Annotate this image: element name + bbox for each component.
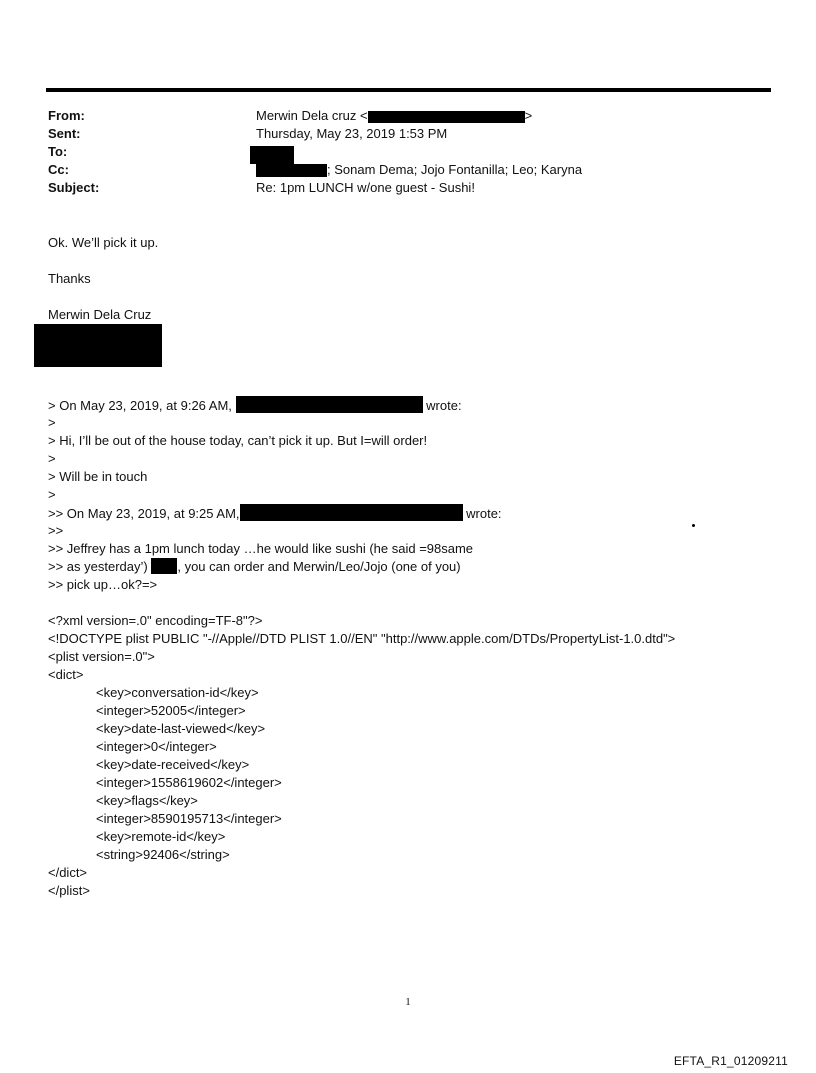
quoted-line: > — [48, 451, 56, 466]
quoted-suffix: wrote: — [426, 398, 462, 413]
quoted-line — [48, 396, 462, 415]
quoted-prefix: >> On May 23, 2019, at 9:25 AM, — [48, 506, 240, 521]
plist-line: <key>date-received</key> — [96, 757, 250, 772]
redaction-box — [368, 111, 525, 123]
from-close: > — [524, 108, 533, 123]
redaction-box — [151, 558, 177, 574]
redaction-box — [240, 504, 463, 521]
plist-line: <dict> — [48, 667, 84, 682]
to-label: To: — [48, 144, 68, 159]
quoted-line: > Will be in touch — [48, 469, 148, 484]
plist-line: <!DOCTYPE plist PUBLIC "-//Apple//DTD PLIST 1.0//EN" "http://www.apple.com/DTDs/PropertyList-1.0.dtd"> — [48, 631, 676, 646]
body-line: Ok. We’ll pick it up. — [48, 235, 159, 250]
quoted-suffix: , you can order and Merwin/Leo/Jojo (one of you) — [177, 559, 461, 574]
plist-line: <key>remote-id</key> — [96, 829, 226, 844]
quoted-line: > — [48, 487, 56, 502]
quoted-prefix: > On May 23, 2019, at 9:26 AM, — [48, 398, 232, 413]
subject-label: Subject: — [48, 180, 100, 195]
signature-redaction — [34, 324, 162, 367]
stray-dot — [692, 524, 695, 527]
plist-line: <?xml version=.0" encoding=TF-8"?> — [48, 613, 263, 628]
quoted-line: > Hi, I’ll be out of the house today, can’t pick it up. But I=will order! — [48, 433, 428, 448]
plist-line: <key>date-last-viewed</key> — [96, 721, 266, 736]
plist-line: <key>conversation-id</key> — [96, 685, 259, 700]
plist-line: <integer>8590195713</integer> — [96, 811, 282, 826]
quoted-line: >> pick up…ok?=> — [48, 577, 158, 592]
quoted-suffix: wrote: — [466, 506, 502, 521]
quoted-line: >> Jeffrey has a 1pm lunch today …he would like sushi (he said =98same — [48, 541, 474, 556]
plist-line: <string>92406</string> — [96, 847, 230, 862]
quoted-line: > — [48, 415, 56, 430]
header-rule — [46, 88, 771, 92]
plist-line: <plist version=.0"> — [48, 649, 155, 664]
quoted-line — [48, 558, 461, 576]
page-number: 1 — [405, 996, 411, 1008]
from-label: From: — [48, 108, 85, 123]
subject-value: Re: 1pm LUNCH w/one guest - Sushi! — [256, 180, 475, 195]
signature-name: Merwin Dela Cruz — [48, 307, 152, 322]
plist-line: <key>flags</key> — [96, 793, 198, 808]
cc-label: Cc: — [48, 162, 69, 177]
sent-label: Sent: — [48, 126, 81, 141]
bates-number: EFTA_R1_01209211 — [673, 1054, 788, 1068]
cc-redaction — [256, 164, 327, 177]
from-name: Merwin Dela cruz < — [256, 108, 368, 123]
plist-line: <integer>52005</integer> — [96, 703, 246, 718]
cc-value: ; Sonam Dema; Jojo Fontanilla; Leo; Karyna — [327, 162, 583, 177]
plist-line: <integer>1558619602</integer> — [96, 775, 282, 790]
plist-line: <integer>0</integer> — [96, 739, 217, 754]
quoted-line — [48, 504, 502, 523]
plist-line: </dict> — [48, 865, 88, 880]
sent-value: Thursday, May 23, 2019 1:53 PM — [256, 126, 448, 141]
redaction-box — [236, 396, 423, 413]
quoted-prefix: >> as yesterday’) — [48, 559, 148, 574]
plist-line: </plist> — [48, 883, 90, 898]
quoted-line: >> — [48, 523, 64, 538]
body-line: Thanks — [48, 271, 91, 286]
